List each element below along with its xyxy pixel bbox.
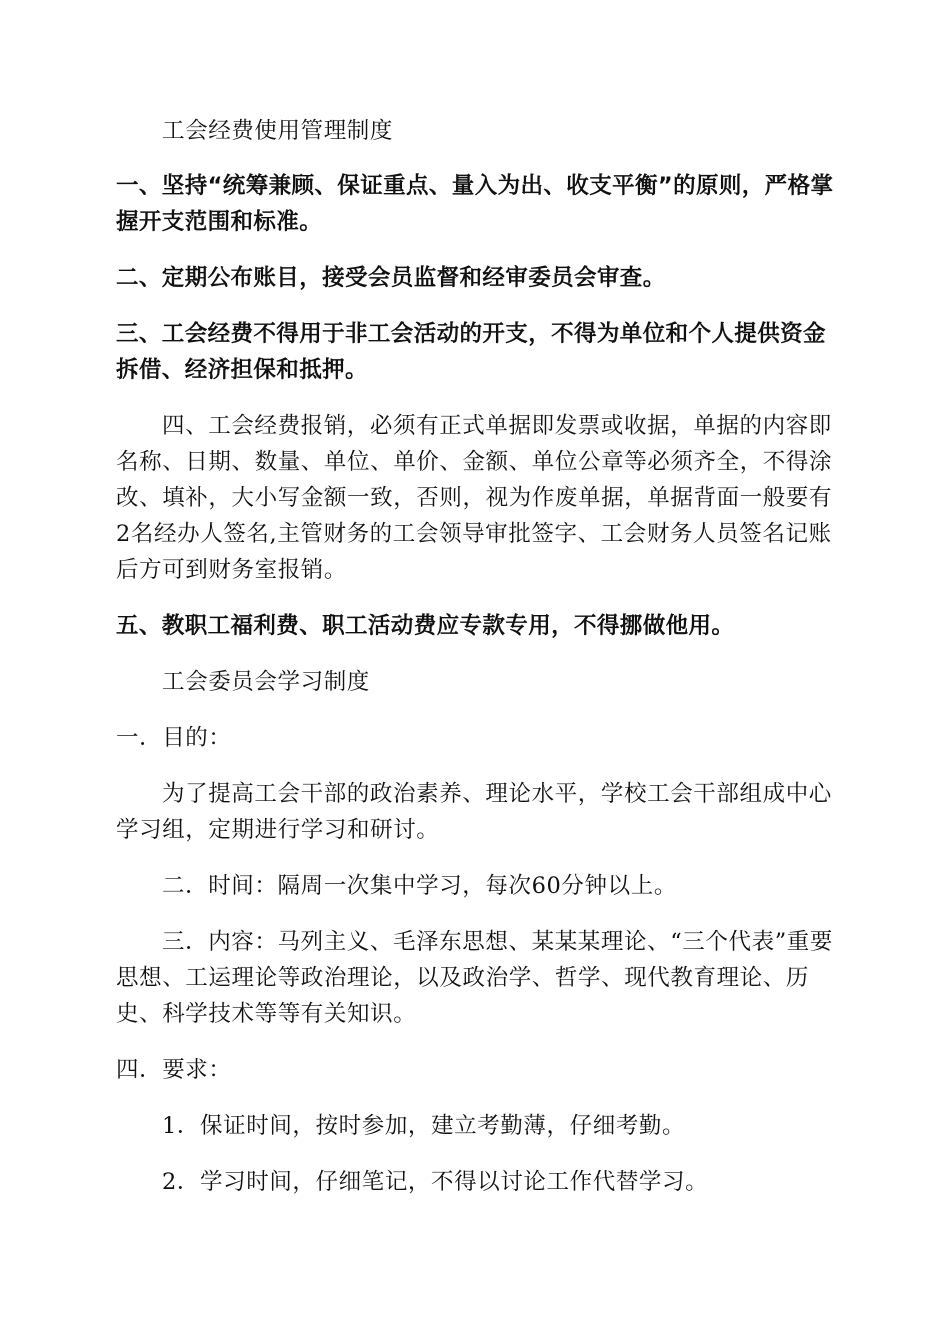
purpose-heading: 一．目的： <box>116 725 232 751</box>
rule-3: 三、工会经费不得用于非工会活动的开支，不得为单位和个人提供资金拆借、经济担保和抵押。 <box>116 321 826 383</box>
time-text: 二．时间：隔周一次集中学习，每次60分钟以上。 <box>162 873 677 899</box>
purpose-text: 为了提高工会干部的政治素养、理论水平，学校工会干部组成中心学习组，定期进行学习和研讨。 <box>116 781 832 843</box>
section-title-study-system: 工会委员会学习制度 <box>162 669 370 695</box>
rule-5: 五、教职工福利费、职工活动费应专款专用，不得挪做他用。 <box>116 613 735 639</box>
requirements-heading: 四．要求： <box>116 1057 232 1083</box>
rule-4: 四、工会经费报销，必须有正式单据即发票或收据，单据的内容即名称、日期、数量、单位、单价、金额、单位公章等必须齐全，不得涂改、填补，大小写金额一致，否则，视为作废单据，单据背面一般要有2名经办人签名,主管财务的工会领导审批签字、工会财务人员签名记账后方可到财务室报销。 <box>116 413 833 583</box>
rule-2: 二、定期公布账目，接受会员监督和经审委员会审查。 <box>116 265 666 291</box>
rule-1: 一、坚持“统筹兼顾、保证重点、量入为出、收支平衡”的原则，严格掌握开支范围和标准。 <box>116 173 834 235</box>
requirement-2: 2．学习时间，仔细笔记，不得以讨论工作代替学习。 <box>162 1169 709 1195</box>
content-text: 三．内容：马列主义、毛泽东思想、某某某理论、“三个代表”重要思想、工运理论等政治理论，以及政治学、哲学、现代教育理论、历史、科学技术等等有关知识。 <box>116 929 834 1027</box>
document-body <box>116 112 838 1219</box>
section-title-fund-management: 工会经费使用管理制度 <box>162 118 394 144</box>
requirement-1: 1．保证时间，按时参加，建立考勤薄，仔细考勤。 <box>162 1113 686 1139</box>
